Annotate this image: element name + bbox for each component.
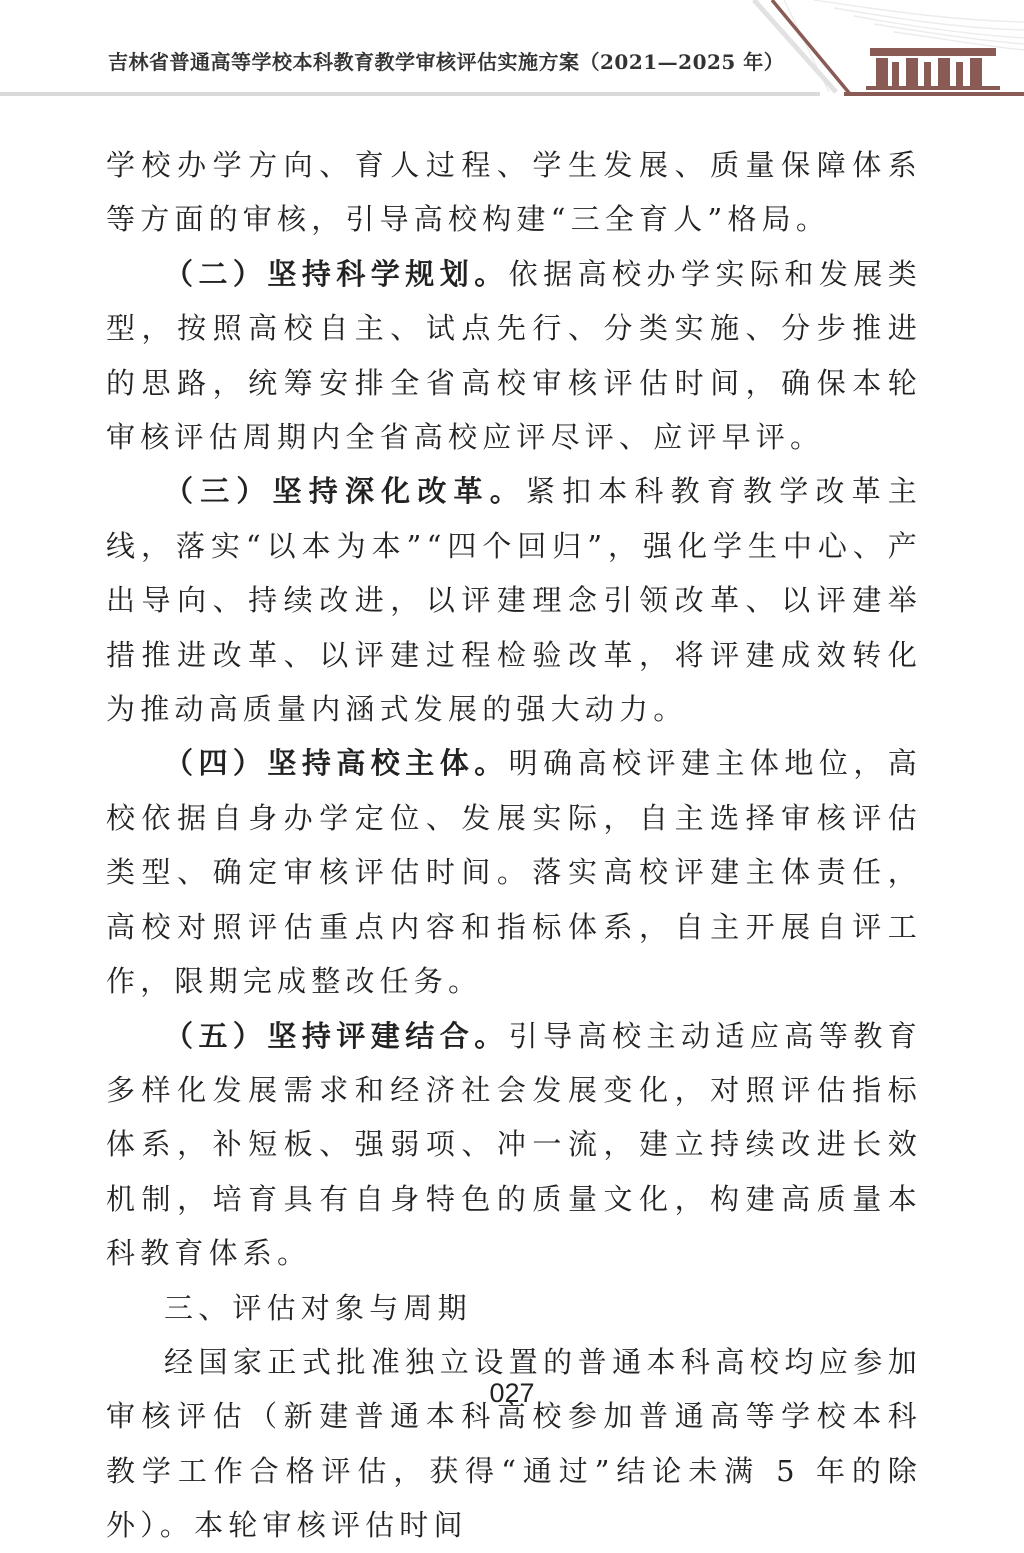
paragraph-heading: （二）坚持科学规划。	[164, 256, 509, 291]
paragraph-heading: （四）坚持高校主体。	[164, 746, 509, 781]
paragraph-scientific-planning	[106, 247, 922, 465]
paragraph-text: 引导高校主动适应高等教育多样化发展需求和经济社会发展变化，对照评估指标体系，补短板、强弱项、冲一流，建立持续改进长效机制，培育具有自身特色的质量文化，构建高质量本科教育体系。	[106, 1018, 922, 1271]
university-gate-emblem	[744, 0, 1024, 100]
header-title: 吉林省普通高等学校本科教育教学审核评估实施方案（2021—2025 年）	[108, 50, 785, 74]
paragraph-evaluation-targets: 经国家正式批准独立设置的普通本科高校均应参加审核评估（新建普通本科高校参加普通高等学校本科教学工作合格评估，获得“通过”结论未满 5 年的除外）。本轮审核评估时间	[106, 1344, 922, 1543]
paragraph-text: 紧扣本科教育教学改革主线，落实“以本为本”“四个回归”，强化学生中心、产出导向、持续改进，以评建理念引领改革、以评建举措推进改革、以评建过程检验改革，将评建成效转化为推动高质量内涵式发展的强大动力。	[106, 474, 922, 727]
paragraph-continuation: 学校办学方向、育人过程、学生发展、质量保障体系等方面的审核，引导高校构建“三全育人”格局。	[106, 148, 922, 237]
paragraph-heading: （三）坚持深化改革。	[164, 474, 526, 509]
paragraph-combine-evaluation	[106, 1009, 922, 1281]
page-number: 027	[489, 1378, 535, 1408]
header-rule	[0, 92, 820, 96]
document-body	[106, 138, 922, 1553]
paragraph-university-subject	[106, 736, 922, 1008]
paragraph-deepen-reform	[106, 464, 922, 736]
paragraph-text: 明确高校评建主体地位，高校依据自身办学定位、发展实际，自主选择审核评估类型、确定审核评估时间。落实高校评建主体责任，高校对照评估重点内容和指标体系，自主开展自评工作，限期完成整改任务。	[106, 746, 922, 999]
section-heading: 三、评估对象与周期	[164, 1290, 472, 1325]
paragraph-heading: （五）坚持评建结合。	[164, 1018, 509, 1053]
paragraph-text: 依据高校办学实际和发展类型，按照高校自主、试点先行、分类实施、分步推进的思路，统筹安排全省高校审核评估时间，确保本轮审核评估周期内全省高校应评尽评、应评早评。	[106, 256, 922, 455]
